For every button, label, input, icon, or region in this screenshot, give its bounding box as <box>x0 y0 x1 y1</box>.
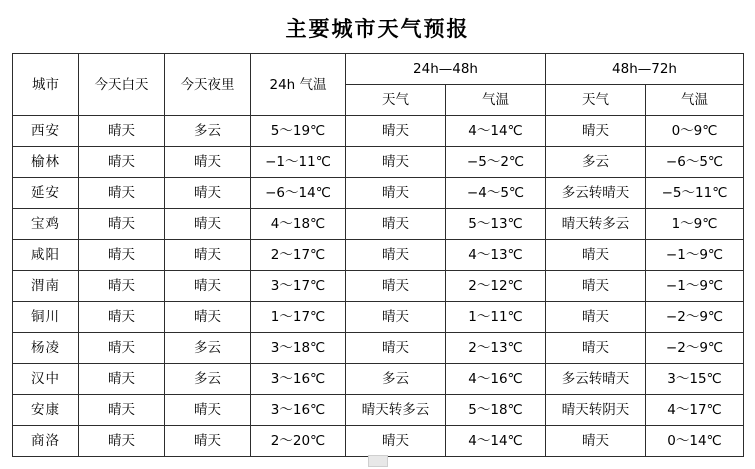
cell-temp-24-48: 5～18℃ <box>446 395 546 426</box>
cell-city: 宝鸡 <box>13 209 79 240</box>
header-city: 城市 <box>13 54 79 116</box>
cell-weather-24-48: 晴天 <box>346 240 446 271</box>
cell-weather-24-48: 晴天 <box>346 333 446 364</box>
cell-temp-24h: 3～16℃ <box>251 395 346 426</box>
cell-today-day: 晴天 <box>79 395 165 426</box>
cell-temp-24h: 1～17℃ <box>251 302 346 333</box>
cell-weather-48-72: 晴天 <box>546 426 646 457</box>
cell-today-day: 晴天 <box>79 364 165 395</box>
cell-weather-24-48: 晴天 <box>346 302 446 333</box>
table-row <box>13 116 744 147</box>
table-row <box>13 209 744 240</box>
cell-today-day: 晴天 <box>79 426 165 457</box>
cell-today-day: 晴天 <box>79 209 165 240</box>
cell-temp-24h: 2～17℃ <box>251 240 346 271</box>
cell-temp-48-72: 4～17℃ <box>646 395 744 426</box>
cell-weather-24-48: 多云 <box>346 364 446 395</box>
cell-city: 商洛 <box>13 426 79 457</box>
cell-temp-48-72: −1～9℃ <box>646 240 744 271</box>
cell-temp-24h: 5～19℃ <box>251 116 346 147</box>
table-row <box>13 333 744 364</box>
table-row <box>13 240 744 271</box>
cell-today-day: 晴天 <box>79 147 165 178</box>
cell-today-night: 晴天 <box>165 240 251 271</box>
cell-temp-24-48: 2～12℃ <box>446 271 546 302</box>
cell-temp-24-48: −4～5℃ <box>446 178 546 209</box>
page-title: 主要城市天气预报 <box>285 17 470 41</box>
cell-today-day: 晴天 <box>79 240 165 271</box>
table-header <box>13 54 744 116</box>
header-group-48-72: 48h—72h <box>546 54 744 85</box>
cell-city: 汉中 <box>13 364 79 395</box>
header-today-day: 今天白天 <box>79 54 165 116</box>
cell-temp-24-48: 4～14℃ <box>446 426 546 457</box>
cell-temp-24-48: −5～2℃ <box>446 147 546 178</box>
cell-city: 安康 <box>13 395 79 426</box>
cell-today-day: 晴天 <box>79 178 165 209</box>
header-group-24-48: 24h—48h <box>346 54 546 85</box>
cell-today-day: 晴天 <box>79 333 165 364</box>
cell-weather-48-72: 多云转晴天 <box>546 364 646 395</box>
cell-city: 延安 <box>13 178 79 209</box>
cell-weather-24-48: 晴天 <box>346 426 446 457</box>
header-weather-24-48: 天气 <box>346 85 446 116</box>
table-body <box>13 116 744 457</box>
table-header-row-1 <box>13 54 744 85</box>
cell-city: 西安 <box>13 116 79 147</box>
cell-today-night: 晴天 <box>165 395 251 426</box>
cell-temp-24-48: 4～13℃ <box>446 240 546 271</box>
cell-today-night: 晴天 <box>165 209 251 240</box>
cell-temp-24h: −6～14℃ <box>251 178 346 209</box>
table-row <box>13 364 744 395</box>
cell-today-night: 多云 <box>165 333 251 364</box>
cell-temp-48-72: −1～9℃ <box>646 271 744 302</box>
cell-city: 渭南 <box>13 271 79 302</box>
cell-temp-48-72: −2～9℃ <box>646 302 744 333</box>
cell-temp-24-48: 4～14℃ <box>446 116 546 147</box>
cell-weather-24-48: 晴天 <box>346 209 446 240</box>
cell-weather-48-72: 晴天 <box>546 271 646 302</box>
cell-weather-24-48: 晴天 <box>346 147 446 178</box>
table-row <box>13 426 744 457</box>
footer-mark <box>368 455 388 467</box>
cell-weather-24-48: 晴天 <box>346 271 446 302</box>
cell-temp-24h: 2～20℃ <box>251 426 346 457</box>
table-row <box>13 147 744 178</box>
cell-weather-48-72: 多云转晴天 <box>546 178 646 209</box>
cell-temp-48-72: −6～5℃ <box>646 147 744 178</box>
cell-today-night: 晴天 <box>165 147 251 178</box>
cell-temp-48-72: 1～9℃ <box>646 209 744 240</box>
header-today-night: 今天夜里 <box>165 54 251 116</box>
cell-temp-24-48: 4～16℃ <box>446 364 546 395</box>
cell-weather-24-48: 晴天 <box>346 116 446 147</box>
cell-today-day: 晴天 <box>79 116 165 147</box>
cell-today-night: 晴天 <box>165 302 251 333</box>
cell-today-night: 晴天 <box>165 178 251 209</box>
cell-temp-24h: 3～18℃ <box>251 333 346 364</box>
cell-today-night: 晴天 <box>165 271 251 302</box>
table-row <box>13 395 744 426</box>
cell-temp-48-72: 0～9℃ <box>646 116 744 147</box>
cell-temp-24-48: 5～13℃ <box>446 209 546 240</box>
cell-today-night: 多云 <box>165 364 251 395</box>
cell-weather-48-72: 多云 <box>546 147 646 178</box>
table-row <box>13 302 744 333</box>
forecast-table-container <box>0 53 755 457</box>
cell-today-day: 晴天 <box>79 302 165 333</box>
cell-temp-48-72: −5～11℃ <box>646 178 744 209</box>
cell-today-night: 多云 <box>165 116 251 147</box>
cell-temp-24h: 4～18℃ <box>251 209 346 240</box>
header-weather-48-72: 天气 <box>546 85 646 116</box>
table-row <box>13 178 744 209</box>
cell-weather-48-72: 晴天 <box>546 240 646 271</box>
header-temp-24h: 24h 气温 <box>251 54 346 116</box>
cell-weather-48-72: 晴天转阴天 <box>546 395 646 426</box>
cell-temp-24h: 3～16℃ <box>251 364 346 395</box>
cell-temp-48-72: −2～9℃ <box>646 333 744 364</box>
cell-city: 咸阳 <box>13 240 79 271</box>
cell-temp-24h: 3～17℃ <box>251 271 346 302</box>
cell-temp-24h: −1～11℃ <box>251 147 346 178</box>
header-temp-48-72: 气温 <box>646 85 744 116</box>
cell-temp-24-48: 2～13℃ <box>446 333 546 364</box>
cell-city: 铜川 <box>13 302 79 333</box>
cell-temp-48-72: 3～15℃ <box>646 364 744 395</box>
weather-forecast-table <box>12 53 744 457</box>
cell-today-day: 晴天 <box>79 271 165 302</box>
cell-weather-48-72: 晴天 <box>546 302 646 333</box>
cell-weather-48-72: 晴天转多云 <box>546 209 646 240</box>
cell-today-night: 晴天 <box>165 426 251 457</box>
cell-weather-48-72: 晴天 <box>546 116 646 147</box>
cell-weather-24-48: 晴天 <box>346 178 446 209</box>
cell-city: 杨凌 <box>13 333 79 364</box>
cell-temp-24-48: 1～11℃ <box>446 302 546 333</box>
header-temp-24-48: 气温 <box>446 85 546 116</box>
table-row <box>13 271 744 302</box>
cell-temp-48-72: 0～14℃ <box>646 426 744 457</box>
cell-weather-24-48: 晴天转多云 <box>346 395 446 426</box>
cell-weather-48-72: 晴天 <box>546 333 646 364</box>
cell-city: 榆林 <box>13 147 79 178</box>
